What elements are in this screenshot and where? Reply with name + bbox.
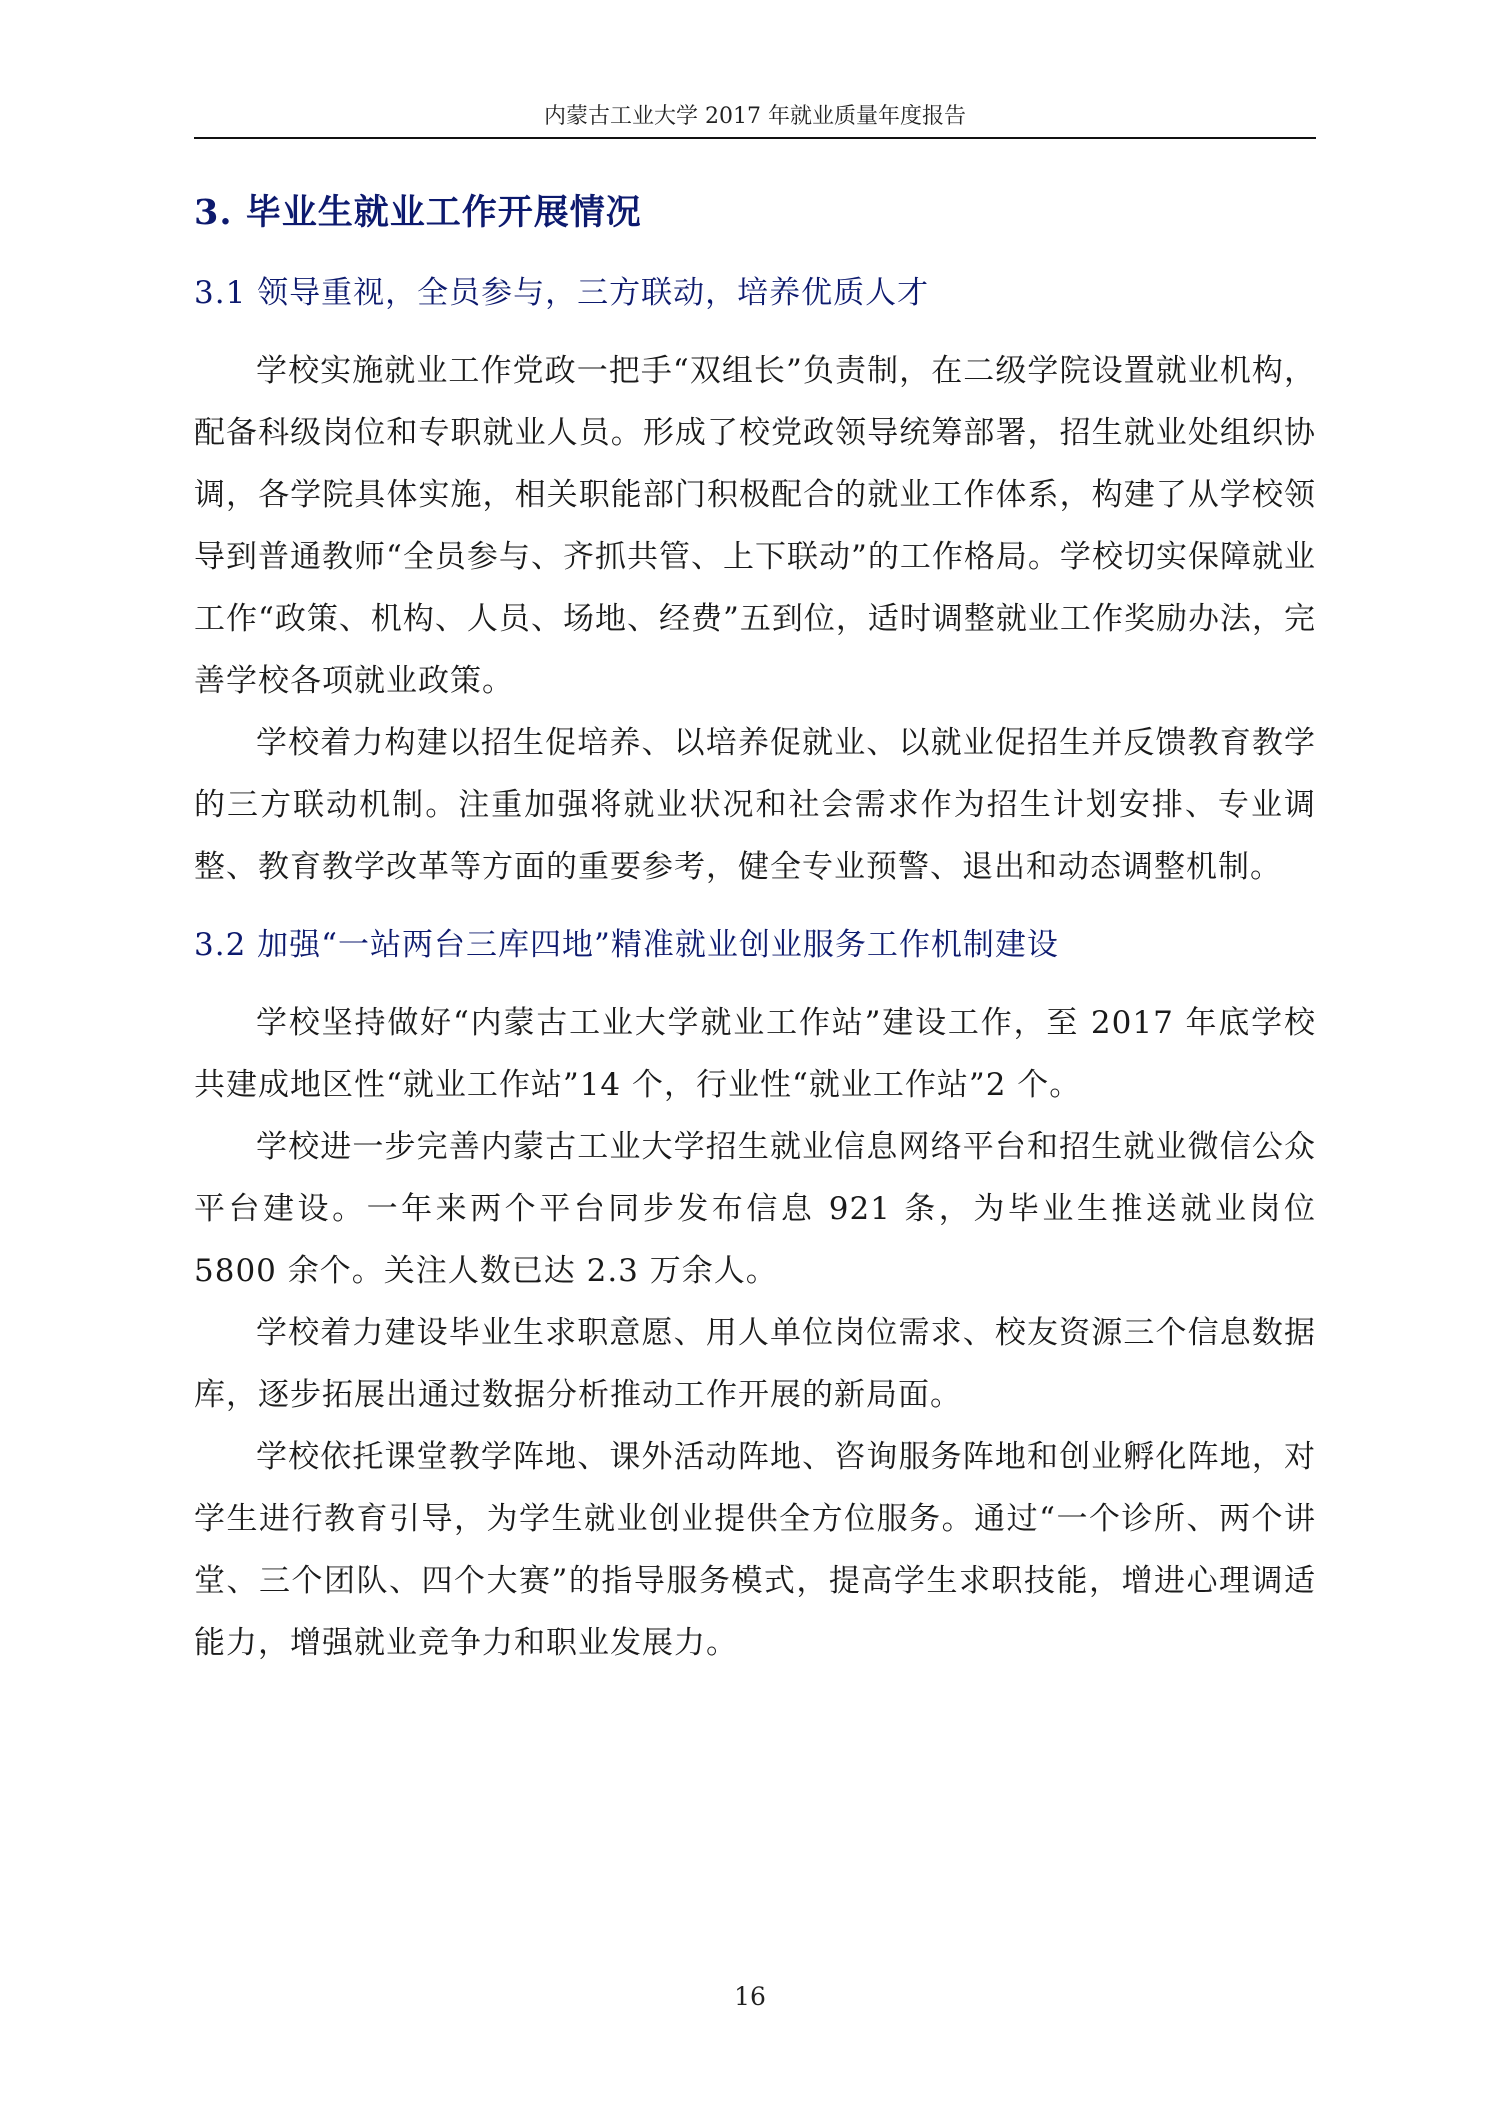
running-header: 内蒙古工业大学 2017 年就业质量年度报告 [544,104,966,129]
header-divider [194,137,1316,139]
paragraph: 学校实施就业工作党政一把手“双组长”负责制，在二级学院设置就业机构，配备科级岗位和专职就业人员。形成了校党政领导统筹部署，招生就业处组织协调，各学院具体实施，相关职能部门积极配合的就业工作体系，构建了从学校领导到普通教师“全员参与、齐抓共管、上下联动”的工作格局。学校切实保障就业工作“政策、机构、人员、场地、经费”五到位，适时调整就业工作奖励办法，完善学校各项就业政策。 [194,353,1316,699]
section-spacer [194,898,1316,920]
paragraph: 学校依托课堂教学阵地、课外活动阵地、咨询服务阵地和创业孵化阵地，对学生进行教育引导，为学生就业创业提供全方位服务。通过“一个诊所、两个讲堂、三个团队、四个大赛”的指导服务模式，提高学生求职技能，增进心理调适能力，增强就业竞争力和职业发展力。 [194,1439,1316,1661]
subsection-heading-3-2: 3.2 加强“一站两台三库四地”精准就业创业服务工作机制建设 [194,927,1059,963]
paragraph: 学校着力建设毕业生求职意愿、用人单位岗位需求、校友资源三个信息数据库，逐步拓展出通过数据分析推动工作开展的新局面。 [194,1315,1316,1413]
paragraph: 学校着力构建以招生促培养、以培养促就业、以就业促招生并反馈教育教学的三方联动机制。注重加强将就业状况和社会需求作为招生计划安排、专业调整、教育教学改革等方面的重要参考，健全专业预警、退出和动态调整机制。 [194,725,1316,885]
section-heading: 3. 毕业生就业工作开展情况 [194,192,642,233]
page-number: 16 [734,1982,766,2011]
paragraph: 学校坚持做好“内蒙古工业大学就业工作站”建设工作，至 2017 年底学校共建成地区性“就业工作站”14 个，行业性“就业工作站”2 个。 [194,1005,1316,1103]
page-body [194,188,1316,1674]
paragraph: 学校进一步完善内蒙古工业大学招生就业信息网络平台和招生就业微信公众平台建设。一年来两个平台同步发布信息 921 条，为毕业生推送就业岗位 5800 余个。关注人数已达 2.3 万余人。 [194,1129,1316,1289]
subsection-heading-3-1: 3.1 领导重视，全员参与，三方联动，培养优质人才 [194,275,930,311]
